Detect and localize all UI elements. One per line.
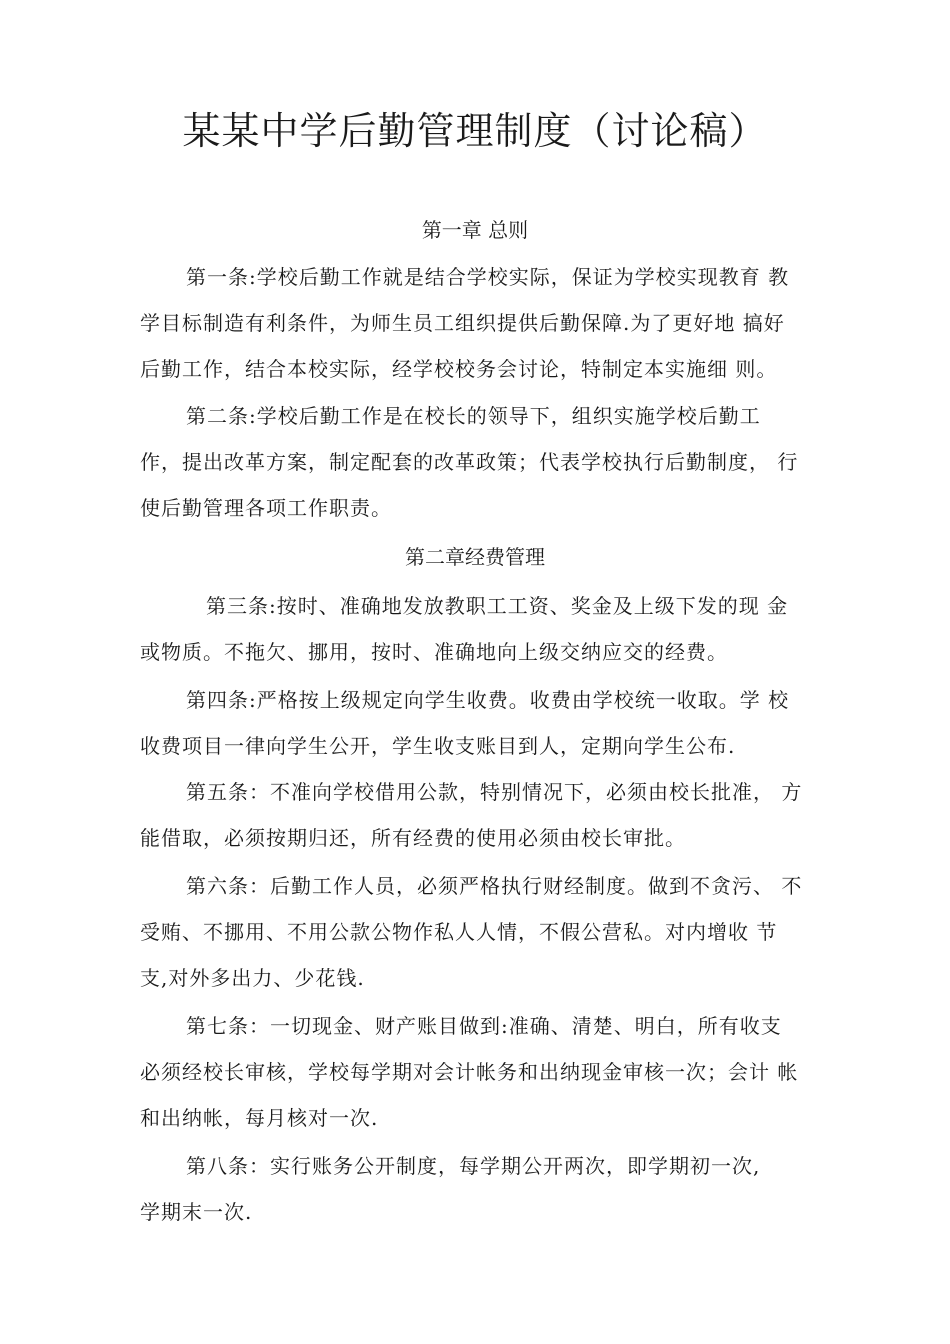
article-4: [140, 685, 820, 761]
article-line: 第七条：一切现金、财产账目做到:准确、清楚、明白，所有收支: [186, 1014, 782, 1038]
chapter-heading-1: 第一章 总则: [421, 218, 529, 242]
article-line: 第二条:学校后勤工作是在校长的领导下，组织实施学校后勤工: [186, 404, 761, 428]
article-line: 支,对外多出力、少花钱.: [140, 966, 365, 990]
article-3: [140, 591, 820, 667]
article-line: 学目标制造有利条件，为师生员工组织提供后勤保障.为了更好地 搞好: [140, 311, 785, 335]
article-line: 学期末一次.: [140, 1200, 253, 1224]
article-line: 第三条:按时、准确地发放教职工工资、奖金及上级下发的现 金: [206, 594, 789, 618]
article-7: [140, 1011, 820, 1133]
article-line: 第八条：实行账务公开制度，每学期公开两次，即学期初一次,: [186, 1154, 761, 1178]
article-6: [140, 871, 820, 993]
article-1: [140, 262, 820, 384]
article-line: 和出纳帐，每月核对一次.: [140, 1106, 379, 1130]
article-line: 第六条：后勤工作人员，必须严格执行财经制度。做到不贪污、 不: [186, 874, 803, 898]
chapter-heading-2: 第二章经费管理: [405, 545, 545, 569]
article-line: 必须经校长审核，学校每学期对会计帐务和出纳现金审核一次；会计 帐: [140, 1060, 799, 1084]
article-2: [140, 401, 820, 523]
article-line: 后勤工作，结合本校实际，经学校校务会讨论，特制定本实施细 则。: [140, 357, 778, 381]
article-line: 第五条：不准向学校借用公款，特别情况下，必须由校长批准， 方: [186, 780, 803, 804]
article-line: 第一条:学校后勤工作就是结合学校实际，保证为学校实现教育 教: [186, 265, 790, 289]
article-line: 受贿、不挪用、不用公款公物作私人人情，不假公营私。对内增收 节: [140, 920, 778, 944]
article-line: 能借取，必须按期归还，所有经费的使用必须由校长审批。: [140, 826, 686, 850]
document-title: 某某中学后勤管理制度（讨论稿）: [182, 109, 768, 153]
article-line: 作，提出改革方案，制定配套的改革政策；代表学校执行后勤制度， 行: [140, 450, 799, 474]
article-line: 第四条:严格按上级规定向学生收费。收费由学校统一收取。学 校: [186, 688, 790, 712]
article-line: 使后勤管理各项工作职责。: [140, 496, 392, 520]
article-line: 或物质。不拖欠、挪用，按时、准确地向上级交纳应交的经费。: [140, 640, 728, 664]
article-5: [140, 777, 820, 853]
article-8: [140, 1151, 820, 1227]
article-line: 收费项目一律向学生公开，学生收支账目到人，定期向学生公布.: [140, 734, 736, 758]
